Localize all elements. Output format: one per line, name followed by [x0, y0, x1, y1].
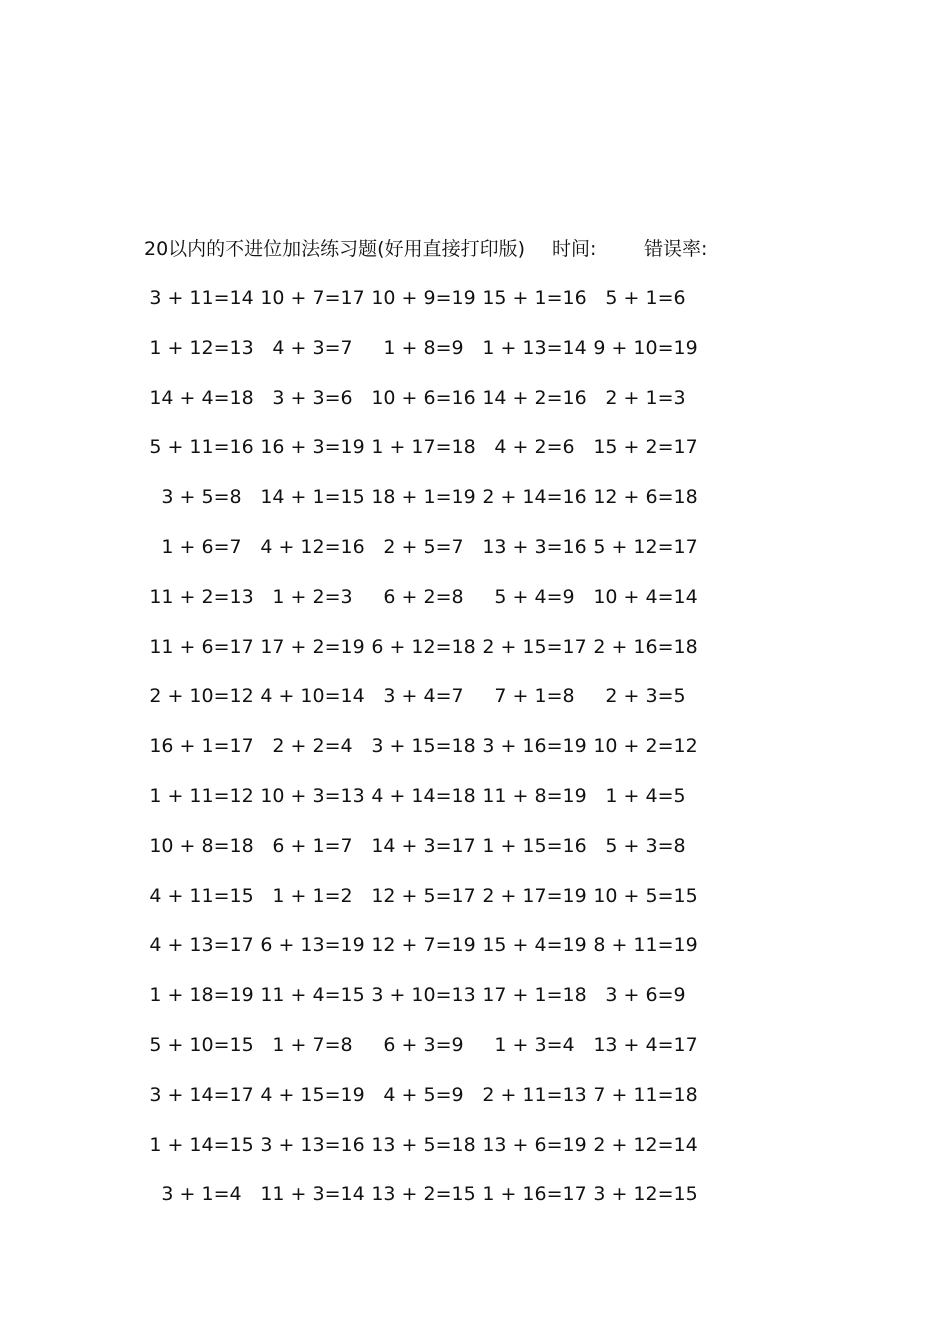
exercise-item: 1 + 1=2 [272, 884, 353, 907]
worksheet-title: 20以内的不进位加法练习题(好用直接打印版) [144, 238, 526, 260]
exercise-item: 6 + 3=9 [383, 1033, 464, 1056]
exercise-item: 3 + 6=9 [605, 984, 686, 1007]
exercise-row [146, 732, 726, 782]
exercise-grid [146, 284, 726, 1230]
exercise-row [146, 931, 726, 981]
exercise-item: 6 + 13=19 [260, 934, 365, 957]
exercise-item: 2 + 15=17 [482, 635, 587, 658]
exercise-row [146, 533, 726, 583]
exercise-item: 10 + 3=13 [260, 784, 365, 807]
exercise-item: 2 + 16=18 [593, 635, 698, 658]
exercise-item: 17 + 1=18 [482, 984, 587, 1007]
exercise-item: 3 + 1=4 [161, 1183, 242, 1206]
exercise-row [146, 433, 726, 483]
exercise-item: 10 + 2=12 [593, 735, 698, 758]
exercise-item: 4 + 5=9 [383, 1083, 464, 1106]
exercise-item: 6 + 1=7 [272, 834, 353, 857]
exercise-item: 17 + 2=19 [260, 635, 365, 658]
exercise-row [146, 1081, 726, 1131]
exercise-item: 13 + 6=19 [482, 1133, 587, 1156]
exercise-item: 13 + 2=15 [371, 1183, 476, 1206]
exercise-item: 3 + 15=18 [371, 735, 476, 758]
exercise-item: 5 + 11=16 [149, 436, 254, 459]
exercise-item: 1 + 12=13 [149, 336, 254, 359]
exercise-item: 13 + 5=18 [371, 1133, 476, 1156]
exercise-item: 6 + 12=18 [371, 635, 476, 658]
exercise-item: 11 + 4=15 [260, 984, 365, 1007]
exercise-item: 5 + 1=6 [605, 287, 686, 309]
exercise-item: 1 + 8=9 [383, 336, 464, 359]
exercise-item: 5 + 3=8 [605, 834, 686, 857]
exercise-row [146, 334, 726, 384]
exercise-row [146, 284, 726, 334]
exercise-item: 2 + 11=13 [482, 1083, 587, 1106]
exercise-item: 14 + 3=17 [371, 834, 476, 857]
exercise-item: 13 + 4=17 [593, 1033, 698, 1056]
exercise-item: 5 + 4=9 [494, 585, 575, 608]
exercise-item: 11 + 6=17 [149, 635, 254, 658]
exercise-item: 4 + 14=18 [371, 784, 476, 807]
exercise-item: 1 + 4=5 [605, 784, 686, 807]
exercise-item: 14 + 4=18 [149, 386, 254, 409]
exercise-item: 1 + 11=12 [149, 784, 254, 807]
exercise-item: 1 + 13=14 [482, 336, 587, 359]
time-label: 时间: [552, 238, 597, 260]
exercise-item: 8 + 11=19 [593, 934, 698, 957]
exercise-row [146, 832, 726, 882]
exercise-item: 14 + 2=16 [482, 386, 587, 409]
exercise-item: 16 + 3=19 [260, 436, 365, 459]
error-rate-label: 错误率: [644, 238, 708, 260]
exercise-item: 1 + 6=7 [161, 535, 242, 558]
exercise-item: 2 + 3=5 [605, 685, 686, 708]
exercise-item: 2 + 1=3 [605, 386, 686, 409]
exercise-row [146, 1131, 726, 1181]
exercise-item: 3 + 14=17 [149, 1083, 254, 1106]
exercise-item: 4 + 11=15 [149, 884, 254, 907]
exercise-item: 1 + 15=16 [482, 834, 587, 857]
exercise-item: 11 + 2=13 [149, 585, 254, 608]
exercise-row [146, 882, 726, 932]
exercise-item: 4 + 12=16 [260, 535, 365, 558]
exercise-item: 1 + 17=18 [371, 436, 476, 459]
exercise-item: 4 + 10=14 [260, 685, 365, 708]
exercise-item: 1 + 18=19 [149, 984, 254, 1007]
exercise-item: 10 + 7=17 [260, 287, 365, 309]
exercise-item: 5 + 10=15 [149, 1033, 254, 1056]
exercise-item: 9 + 10=19 [593, 336, 698, 359]
exercise-item: 1 + 16=17 [482, 1183, 587, 1206]
exercise-item: 3 + 4=7 [383, 685, 464, 708]
exercise-item: 7 + 11=18 [593, 1083, 698, 1106]
exercise-row [146, 1031, 726, 1081]
exercise-item: 13 + 3=16 [482, 535, 587, 558]
exercise-row [146, 583, 726, 633]
exercise-row [146, 633, 726, 683]
exercise-item: 1 + 14=15 [149, 1133, 254, 1156]
exercise-item: 2 + 17=19 [482, 884, 587, 907]
exercise-item: 16 + 1=17 [149, 735, 254, 758]
exercise-item: 3 + 3=6 [272, 386, 353, 409]
exercise-item: 1 + 2=3 [272, 585, 353, 608]
exercise-item: 2 + 5=7 [383, 535, 464, 558]
exercise-item: 2 + 2=4 [272, 735, 353, 758]
exercise-item: 7 + 1=8 [494, 685, 575, 708]
exercise-item: 5 + 12=17 [593, 535, 698, 558]
exercise-item: 14 + 1=15 [260, 486, 365, 509]
exercise-item: 2 + 14=16 [482, 486, 587, 509]
exercise-item: 4 + 2=6 [494, 436, 575, 459]
exercise-item: 15 + 1=16 [482, 287, 587, 309]
exercise-item: 4 + 3=7 [272, 336, 353, 359]
exercise-item: 15 + 4=19 [482, 934, 587, 957]
exercise-row [146, 1180, 726, 1230]
exercise-item: 3 + 11=14 [149, 287, 254, 309]
exercise-item: 10 + 5=15 [593, 884, 698, 907]
exercise-row [146, 483, 726, 533]
exercise-item: 11 + 8=19 [482, 784, 587, 807]
exercise-item: 2 + 10=12 [149, 685, 254, 708]
exercise-item: 3 + 12=15 [593, 1183, 698, 1206]
worksheet-header [144, 234, 784, 264]
exercise-item: 1 + 7=8 [272, 1033, 353, 1056]
exercise-item: 4 + 13=17 [149, 934, 254, 957]
exercise-item: 1 + 3=4 [494, 1033, 575, 1056]
exercise-item: 15 + 2=17 [593, 436, 698, 459]
exercise-row [146, 384, 726, 434]
exercise-item: 12 + 7=19 [371, 934, 476, 957]
exercise-row [146, 682, 726, 732]
exercise-item: 10 + 9=19 [371, 287, 476, 309]
exercise-item: 3 + 13=16 [260, 1133, 365, 1156]
exercise-item: 12 + 6=18 [593, 486, 698, 509]
exercise-item: 3 + 16=19 [482, 735, 587, 758]
exercise-item: 10 + 4=14 [593, 585, 698, 608]
exercise-item: 10 + 6=16 [371, 386, 476, 409]
exercise-item: 10 + 8=18 [149, 834, 254, 857]
exercise-item: 3 + 5=8 [161, 486, 242, 509]
exercise-row [146, 981, 726, 1031]
exercise-item: 2 + 12=14 [593, 1133, 698, 1156]
exercise-item: 12 + 5=17 [371, 884, 476, 907]
exercise-item: 6 + 2=8 [383, 585, 464, 608]
exercise-item: 4 + 15=19 [260, 1083, 365, 1106]
exercise-item: 3 + 10=13 [371, 984, 476, 1007]
exercise-item: 11 + 3=14 [260, 1183, 365, 1206]
exercise-item: 18 + 1=19 [371, 486, 476, 509]
exercise-row [146, 782, 726, 832]
